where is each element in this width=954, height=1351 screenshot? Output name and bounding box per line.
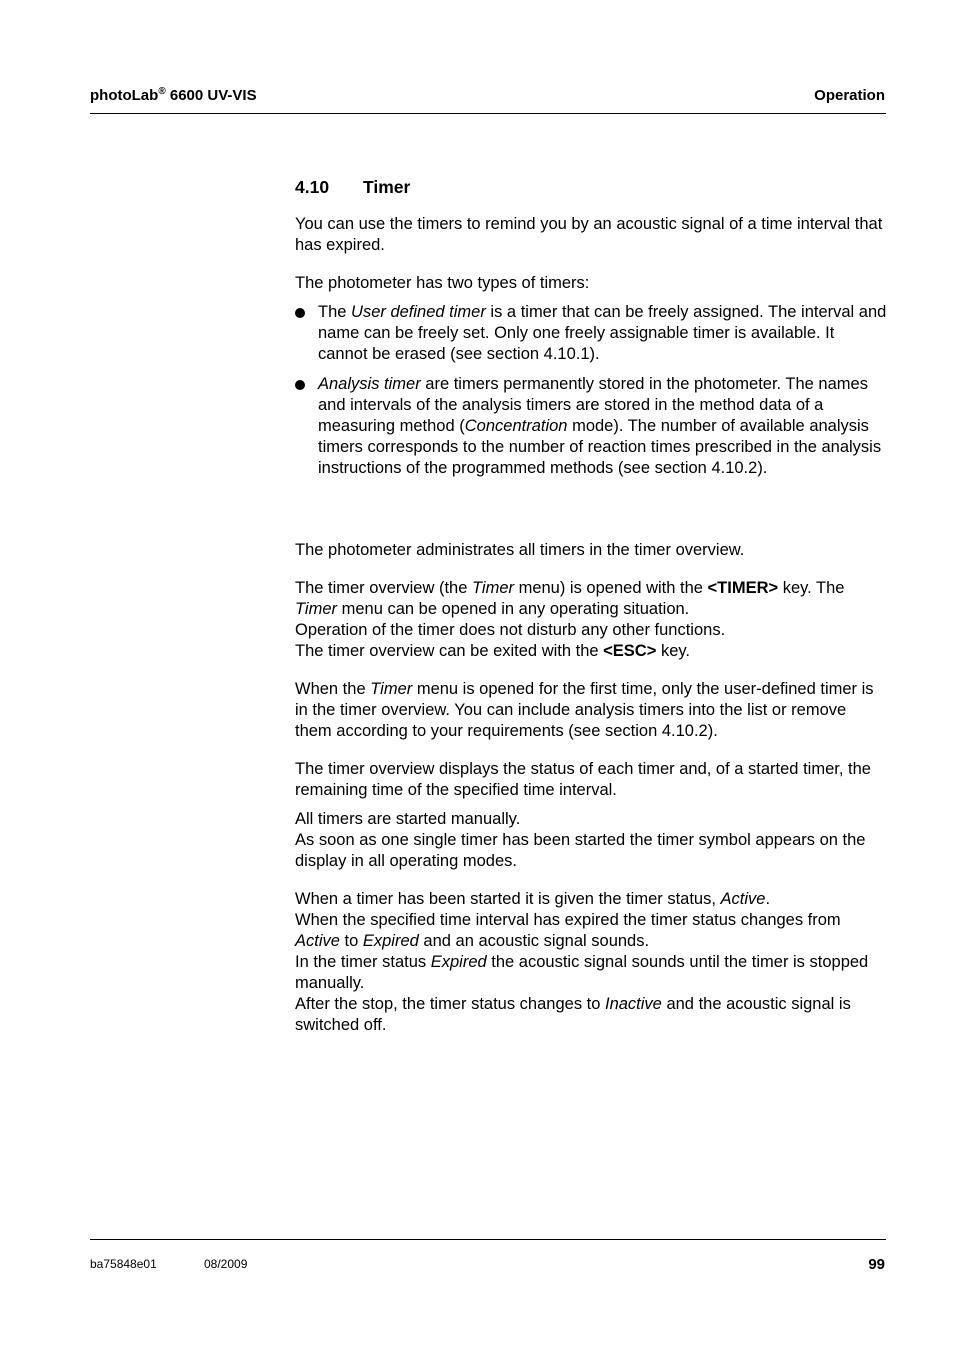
- footer-doc-id: ba75848e01: [90, 1257, 157, 1271]
- header-section: Operation: [814, 87, 885, 104]
- list-item: [295, 302, 887, 365]
- emphasis: Timer: [370, 680, 413, 698]
- emphasis: Active: [295, 932, 340, 950]
- text: menu) is opened with the: [514, 579, 708, 597]
- open-paragraph: [295, 578, 887, 662]
- first-open-paragraph: [295, 679, 887, 742]
- active-paragraph: [295, 889, 887, 1036]
- text: When the specified time interval has expired the timer status changes from: [295, 911, 841, 929]
- section-heading: [295, 176, 887, 198]
- text: In the timer status: [295, 953, 431, 971]
- bullet-icon: [295, 380, 305, 390]
- text: Operation of the timer does not disturb any other functions.: [295, 621, 726, 639]
- product-model: 6600 UV-VIS: [165, 87, 257, 104]
- text: After the stop, the timer status changes to: [295, 995, 605, 1013]
- text: are timers permanently stored in the photometer. The names and intervals of the analysis timers are stored in the method data of a measuring method (: [318, 375, 868, 435]
- bullet-icon: [295, 308, 305, 318]
- emphasis: Timer: [295, 600, 338, 618]
- text: to: [339, 932, 363, 950]
- timer-types-list: [295, 302, 887, 479]
- types-intro: The photometer has two types of timers:: [295, 274, 590, 292]
- product-name: photoLab: [90, 87, 159, 104]
- manual-paragraph: [295, 809, 887, 872]
- text: and the acoustic signal is switched off.: [295, 995, 851, 1034]
- emphasis: Expired: [430, 953, 487, 971]
- text: The timer overview can be exited with the: [295, 642, 604, 660]
- spacer: [295, 496, 887, 540]
- section-number: 4.10: [295, 177, 330, 197]
- key-esc: <ESC>: [603, 642, 657, 660]
- emphasis: Active: [720, 890, 766, 908]
- header-rule: [90, 113, 886, 114]
- text: menu can be opened in any operating situation.: [337, 600, 690, 618]
- text: and an acoustic signal sounds.: [418, 932, 650, 950]
- intro-paragraph: You can use the timers to remind you by an acoustic signal of a time interval that has expired.: [295, 215, 883, 254]
- registered-mark: ®: [158, 86, 166, 97]
- admin-paragraph: The photometer administrates all timers in the timer overview.: [295, 541, 745, 559]
- footer-rule: [90, 1239, 886, 1240]
- emphasis: Expired: [362, 932, 419, 950]
- footer-date: 08/2009: [204, 1257, 248, 1271]
- emphasis: Inactive: [605, 995, 662, 1013]
- text: is a timer that can be freely assigned. The interval and name can be freely set. Only one freely assignable timer is available. It cannot be erased (see section 4.10.1).: [318, 303, 887, 363]
- text: When a timer has been started it is given the timer status,: [295, 890, 721, 908]
- section-title: Timer: [363, 177, 411, 197]
- text: key.: [656, 642, 690, 660]
- emphasis: Concentration: [464, 417, 568, 435]
- emphasis: User defined timer: [351, 303, 486, 321]
- status-paragraph: The timer overview displays the status of each timer and, of a started timer, the remaining time of the specified time interval.: [295, 760, 871, 799]
- list-item: [295, 374, 887, 479]
- text: The timer overview (the: [295, 579, 472, 597]
- text: All timers are started manually.: [295, 810, 521, 828]
- header-product: [90, 86, 257, 104]
- text: As soon as one single timer has been started the timer symbol appears on the display in all operating modes.: [295, 831, 866, 870]
- emphasis: Timer: [471, 579, 514, 597]
- emphasis: Analysis timer: [318, 375, 421, 393]
- text: .: [765, 890, 771, 908]
- text: The: [318, 303, 352, 321]
- text: mode). The number of available analysis timers corresponds to the number of reaction times prescribed in the analysis instructions of the programmed methods (see section 4.10.2).: [318, 417, 882, 477]
- text: menu is opened for the first time, only the user-defined timer is in the timer overview. You can include analysis timers into the list or remove them according to your requirements (see section 4.10.2).: [295, 680, 874, 740]
- text: When the: [295, 680, 371, 698]
- page-content: [295, 176, 887, 1053]
- text: key. The: [778, 579, 845, 597]
- text: the acoustic signal sounds until the timer is stopped manually.: [295, 953, 869, 992]
- page-number: 99: [868, 1256, 885, 1273]
- key-timer: <TIMER>: [707, 579, 779, 597]
